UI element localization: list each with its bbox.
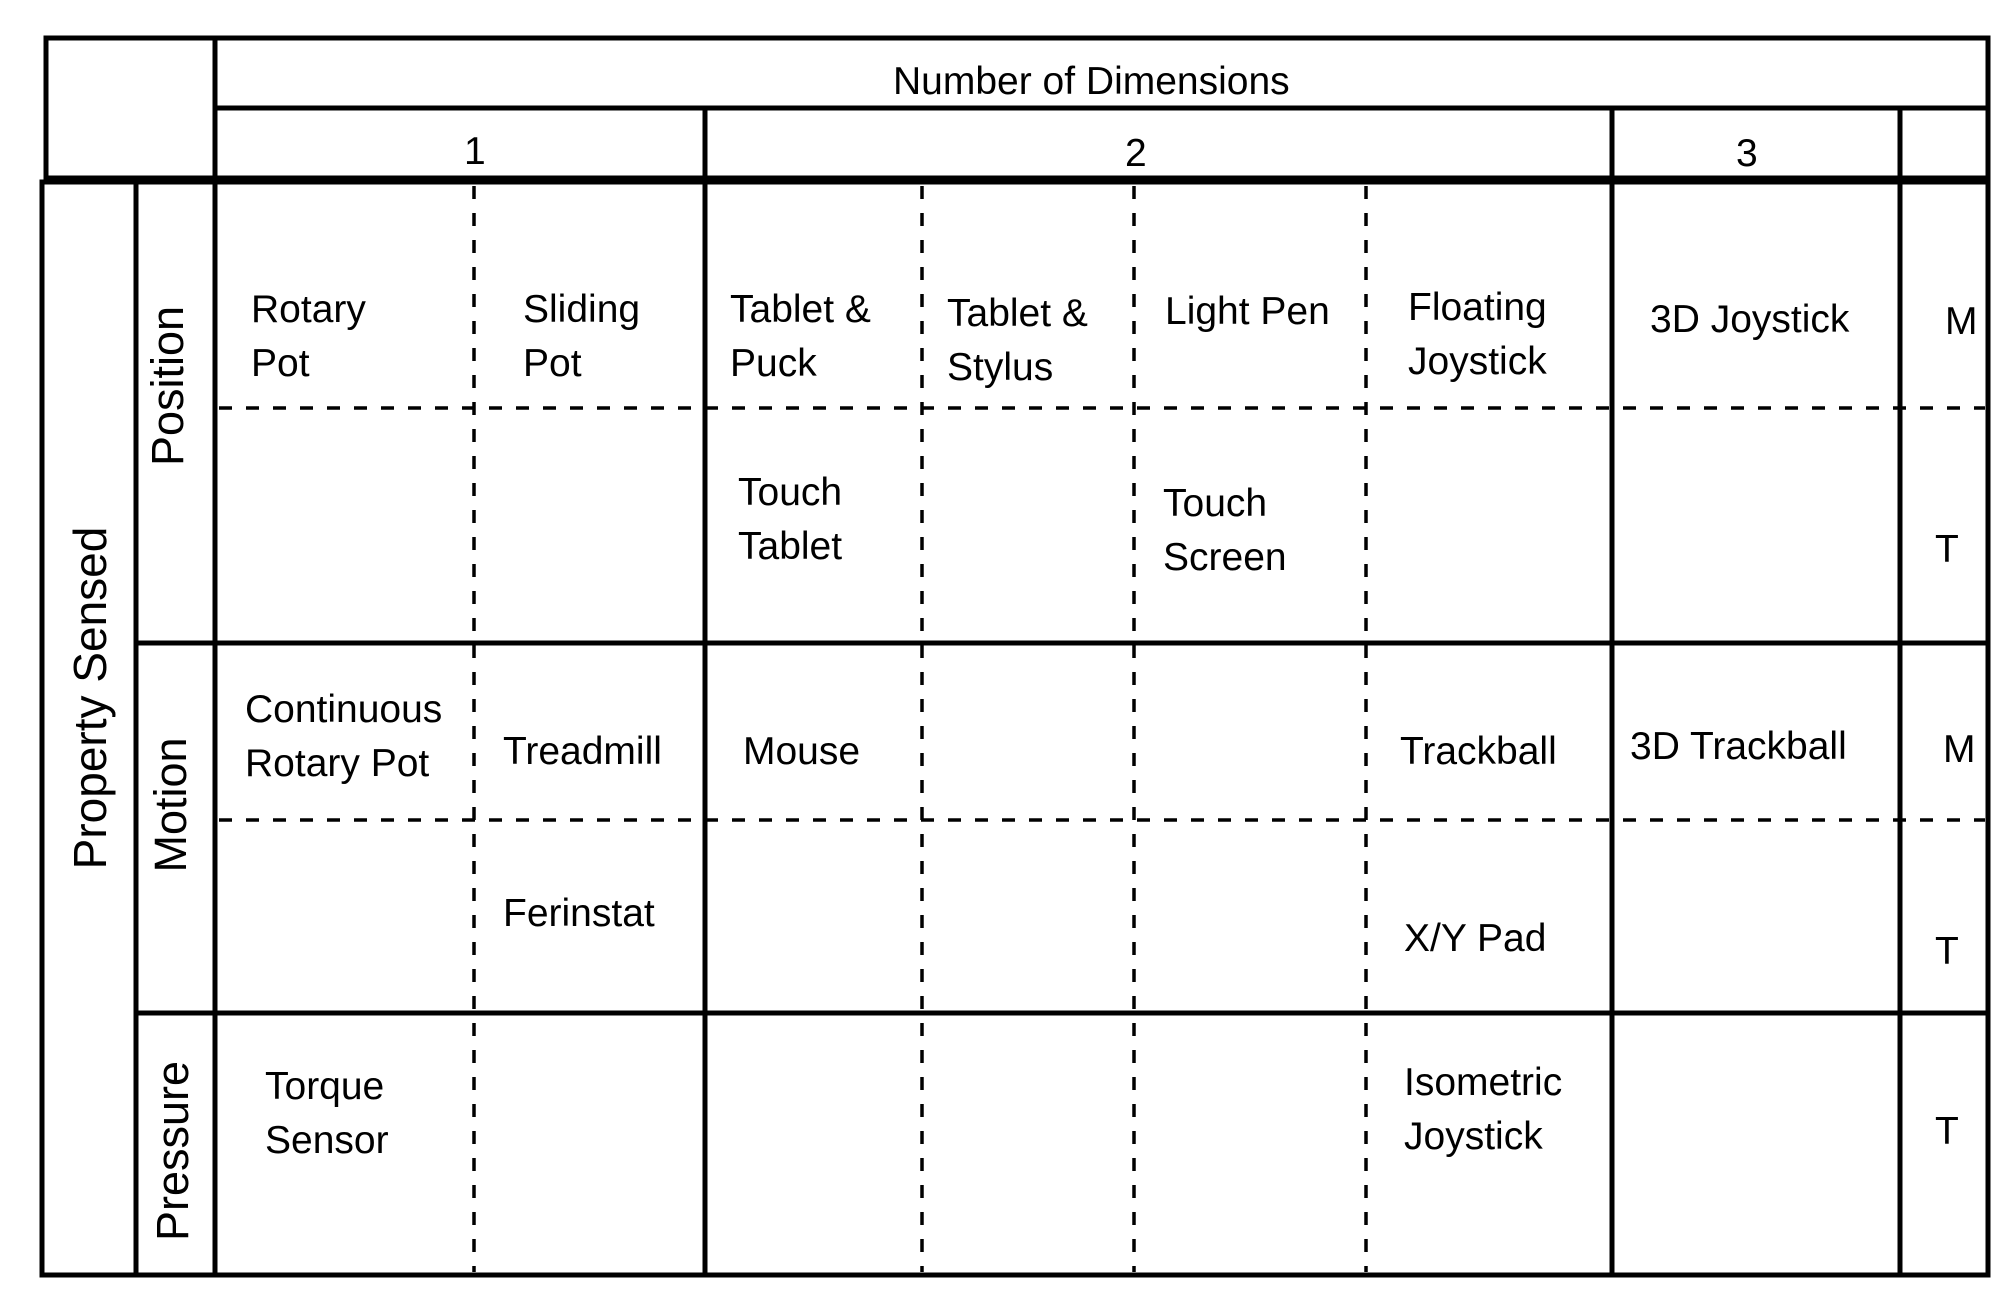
cell-touch-screen: Touch Screen <box>1163 482 1287 579</box>
mode-position-m: M <box>1945 300 1978 343</box>
cell-tablet-stylus: Tablet & Stylus <box>947 292 1088 389</box>
property-sensed-label: Property Sensed <box>64 526 116 870</box>
cell-continuous-rotary-pot: Continuous Rotary Pot <box>245 688 443 785</box>
row-label-pressure: Pressure <box>147 1060 198 1242</box>
mode-position-t: T <box>1935 528 1959 571</box>
dimensions-header-title: Number of Dimensions <box>893 60 1290 103</box>
cell-sliding-pot: Sliding Pot <box>523 288 641 385</box>
cell-ferinstat: Ferinstat <box>503 892 655 935</box>
cell-isometric-joystick: Isometric Joystick <box>1404 1061 1563 1158</box>
cell-touch-tablet: Touch Tablet <box>738 471 843 568</box>
cell-3d-joystick: 3D Joystick <box>1650 298 1850 341</box>
cell-3d-trackball: 3D Trackball <box>1630 725 1847 768</box>
cell-light-pen: Light Pen <box>1165 290 1330 333</box>
row-label-motion: Motion <box>145 737 196 873</box>
mode-motion-m: M <box>1943 728 1976 771</box>
dimension-1-label: 1 <box>464 130 486 173</box>
mode-motion-t: T <box>1935 930 1959 973</box>
cell-xy-pad: X/Y Pad <box>1404 917 1547 960</box>
row-label-position: Position <box>142 305 193 467</box>
dimension-2-label: 2 <box>1125 132 1147 175</box>
cell-trackball: Trackball <box>1400 730 1557 773</box>
cell-rotary-pot: Rotary Pot <box>251 288 366 385</box>
cell-tablet-puck: Tablet & Puck <box>730 288 871 385</box>
cell-floating-joystick: Floating Joystick <box>1408 286 1547 383</box>
cell-mouse: Mouse <box>743 730 861 773</box>
dimension-3-label: 3 <box>1736 132 1758 175</box>
mode-pressure-t: T <box>1935 1110 1959 1153</box>
cell-treadmill: Treadmill <box>503 730 662 773</box>
cell-torque-sensor: Torque Sensor <box>265 1065 389 1162</box>
